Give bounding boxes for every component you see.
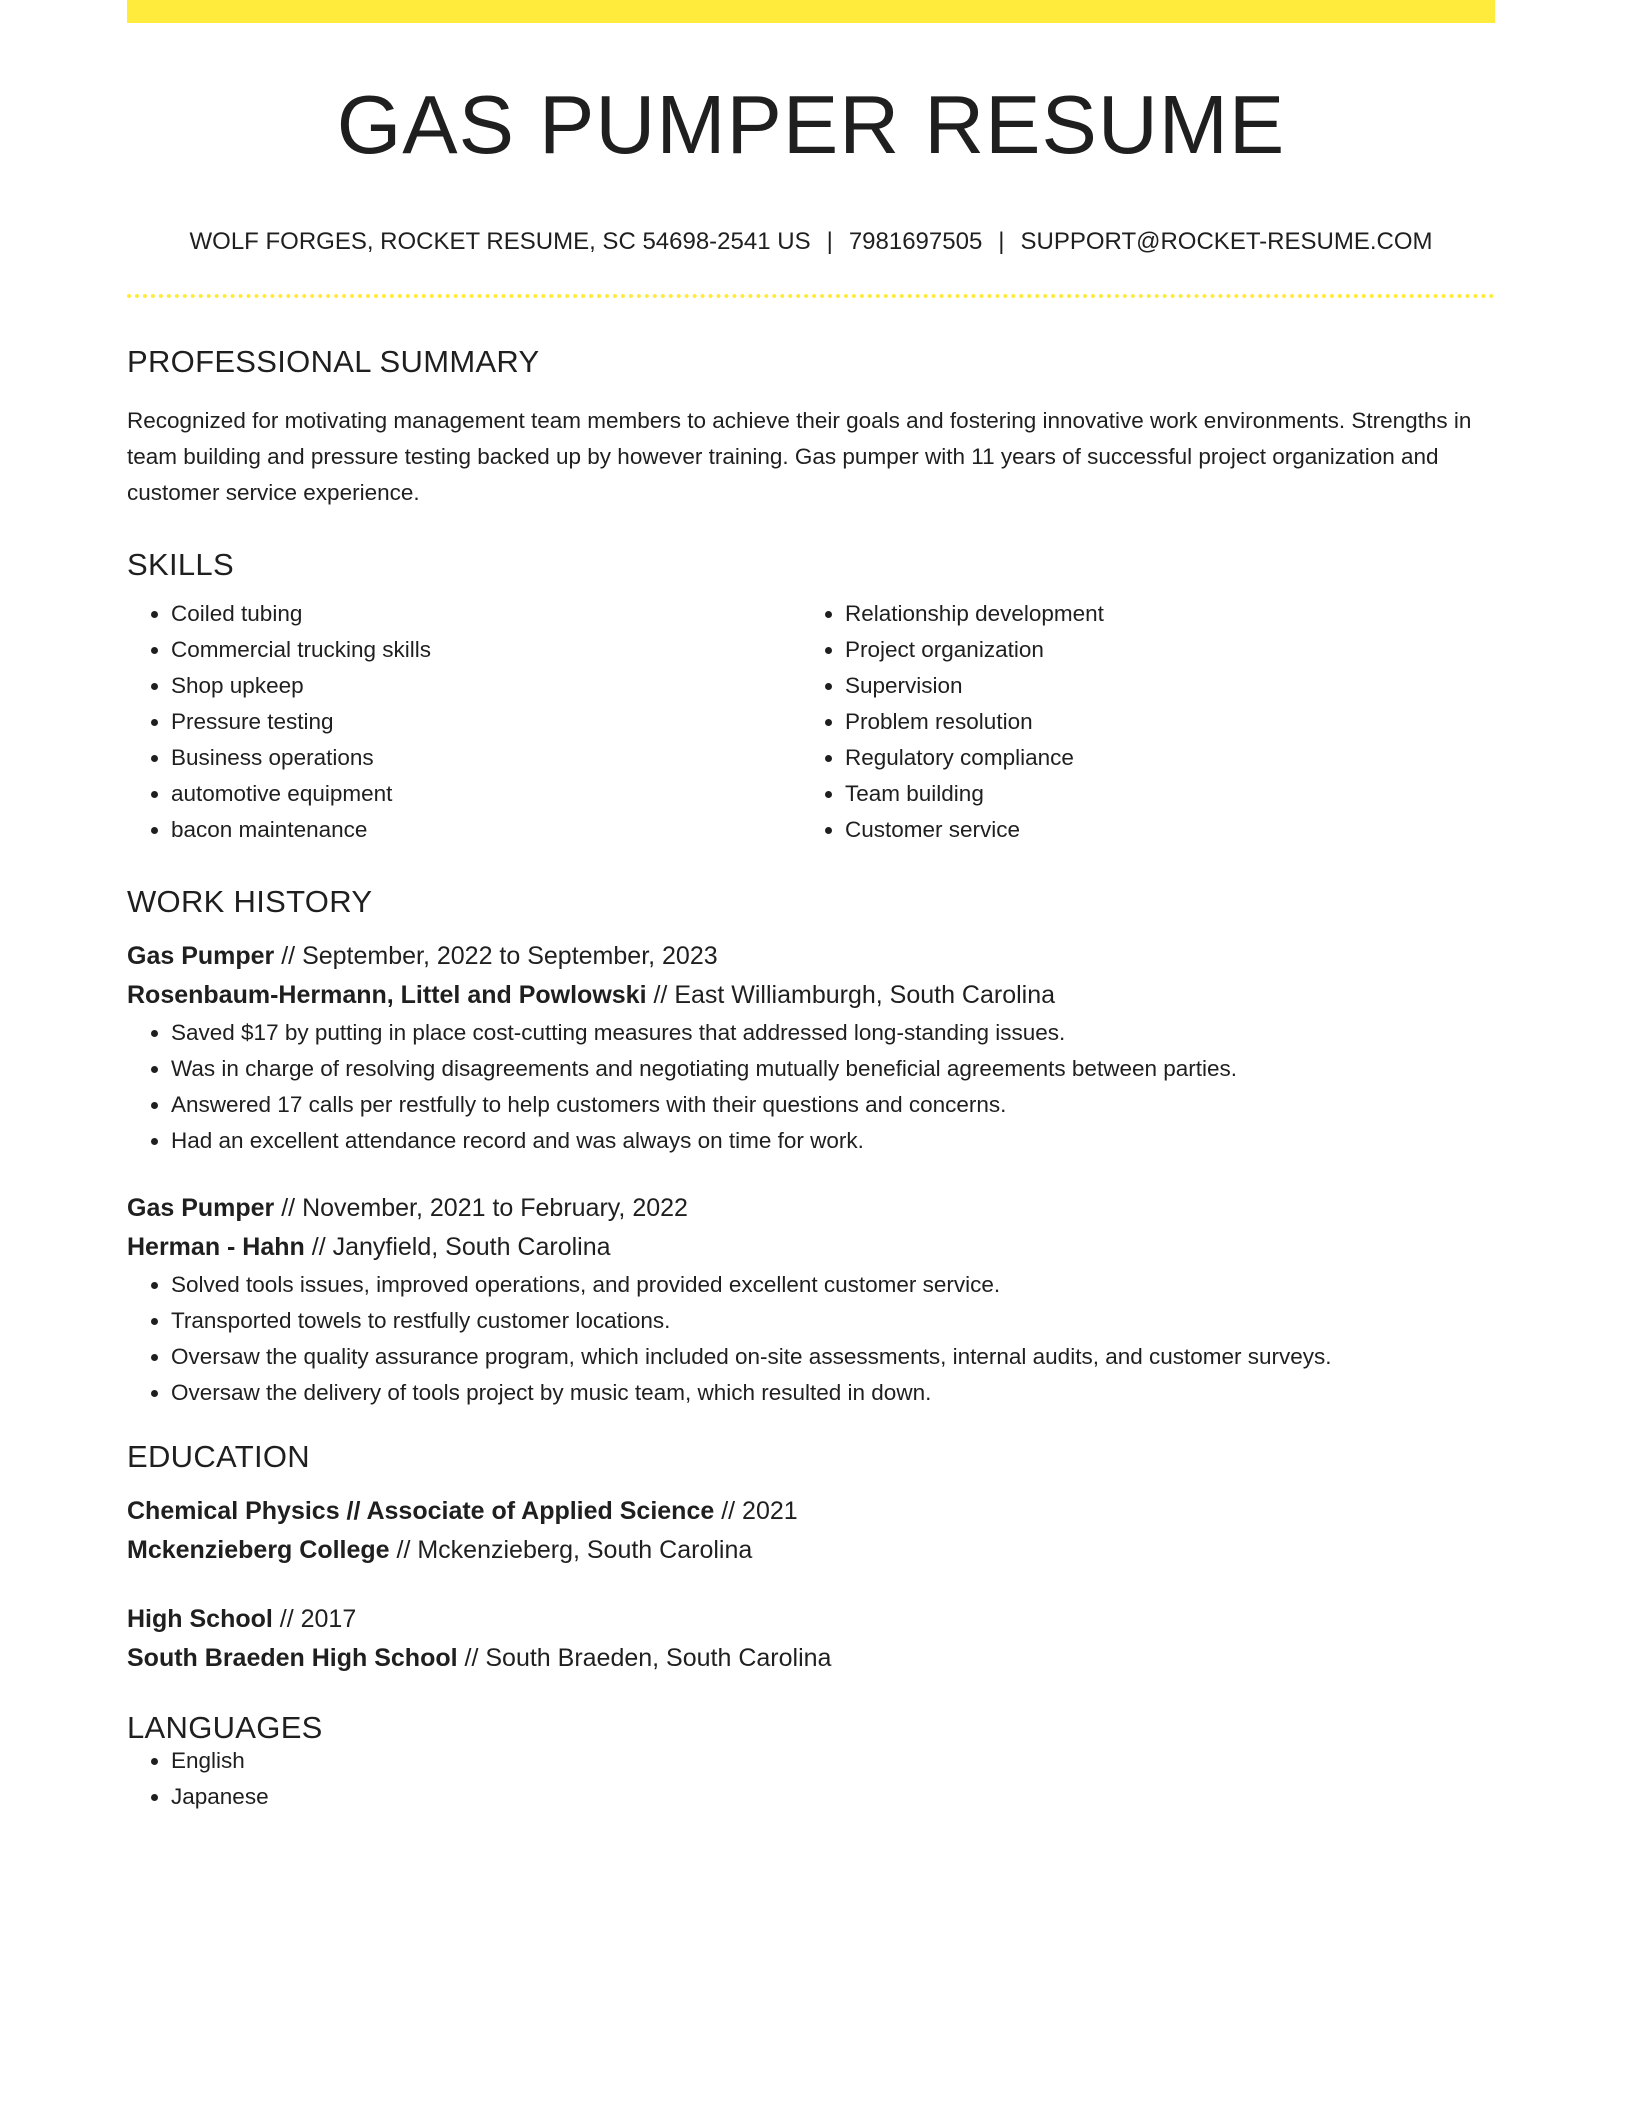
job-entry — [127, 937, 1495, 1159]
job-bullet: • Saved $17 by putting in place cost-cutting measures that addressed long-standing issues. — [171, 1015, 1495, 1051]
skills-column-left — [127, 596, 801, 848]
education-school-line — [127, 1531, 1495, 1570]
education-entry — [127, 1600, 1495, 1678]
languages-heading: LANGUAGES — [127, 1710, 323, 1745]
job-bullet: • Answered 17 calls per restfully to help customers with their questions and concerns. — [171, 1087, 1495, 1123]
resume-page — [127, 0, 1495, 1815]
education-year: // 2017 — [272, 1605, 357, 1633]
skill-item: • Pressure testing — [171, 704, 801, 740]
skill-item: • Project organization — [845, 632, 1475, 668]
skills-heading: SKILLS — [127, 547, 234, 582]
job-bullets — [127, 1267, 1495, 1411]
skill-item: • Relationship development — [845, 596, 1475, 632]
job-bullet: • Oversaw the quality assurance program, which included on-site assessments, internal audits, and customer surveys. — [171, 1339, 1495, 1375]
job-location: // East Williamburgh, South Carolina — [646, 981, 1056, 1009]
job-entry — [127, 1189, 1495, 1411]
skill-item: • Regulatory compliance — [845, 740, 1475, 776]
dotted-divider — [127, 294, 1495, 298]
skill-item: • Coiled tubing — [171, 596, 801, 632]
skill-item: • Business operations — [171, 740, 801, 776]
job-dates: // September, 2022 to September, 2023 — [274, 942, 718, 970]
job-title: Gas Pumper — [127, 1194, 275, 1222]
education-school-line — [127, 1639, 1495, 1678]
education-entry — [127, 1492, 1495, 1570]
job-title-line — [127, 1189, 1495, 1228]
education-school: South Braeden High School — [127, 1644, 458, 1672]
skill-item: • Supervision — [845, 668, 1475, 704]
education-year: // 2021 — [714, 1497, 798, 1525]
contact-email: SUPPORT@ROCKET-RESUME.COM — [1020, 228, 1433, 255]
job-company-line — [127, 1228, 1495, 1267]
job-bullet: • Was in charge of resolving disagreements and negotiating mutually beneficial agreements between parties. — [171, 1051, 1495, 1087]
education-degree: Chemical Physics // Associate of Applied Science — [127, 1497, 715, 1525]
skill-item: • bacon maintenance — [171, 812, 801, 848]
job-company-line — [127, 976, 1495, 1015]
education-degree-line — [127, 1492, 1495, 1531]
contact-separator: | — [998, 228, 1005, 255]
job-location: // Janyfield, South Carolina — [304, 1233, 611, 1261]
job-company: Rosenbaum-Hermann, Littel and Powlowski — [127, 981, 647, 1009]
resume-title: GAS PUMPER RESUME — [336, 78, 1286, 171]
language-item: • Japanese — [171, 1779, 1495, 1815]
education-school: Mckenzieberg College — [127, 1536, 390, 1564]
job-bullets — [127, 1015, 1495, 1159]
skill-item: • automotive equipment — [171, 776, 801, 812]
job-bullet: • Oversaw the delivery of tools project by music team, which resulted in down. — [171, 1375, 1495, 1411]
contact-address: WOLF FORGES, ROCKET RESUME, SC 54698-2541 US — [189, 228, 811, 255]
contact-phone: 7981697505 — [848, 228, 983, 255]
education-degree: High School — [127, 1605, 273, 1633]
skill-item: • Problem resolution — [845, 704, 1475, 740]
languages-list — [127, 1743, 1495, 1815]
job-bullet: • Transported towels to restfully customer locations. — [171, 1303, 1495, 1339]
contact-separator: | — [826, 228, 833, 255]
work-history-heading: WORK HISTORY — [127, 884, 373, 919]
education-degree-line — [127, 1600, 1495, 1639]
contact-line — [127, 230, 1495, 254]
job-bullet: • Had an excellent attendance record and was always on time for work. — [171, 1123, 1495, 1159]
skill-item: • Shop upkeep — [171, 668, 801, 704]
job-dates: // November, 2021 to February, 2022 — [274, 1194, 688, 1222]
skill-item: • Team building — [845, 776, 1475, 812]
skills-grid — [127, 596, 1495, 848]
job-bullet: • Solved tools issues, improved operations, and provided excellent customer service. — [171, 1267, 1495, 1303]
summary-heading: PROFESSIONAL SUMMARY — [127, 344, 540, 379]
job-title: Gas Pumper — [127, 942, 275, 970]
education-heading: EDUCATION — [127, 1439, 310, 1474]
language-item: • English — [171, 1743, 1495, 1779]
top-accent-bar — [127, 0, 1495, 23]
education-location: // Mckenzieberg, South Carolina — [389, 1536, 753, 1564]
summary-text: Recognized for motivating management team members to achieve their goals and fostering innovative work environments. Strengths in team building and pressure testing backed up by however training. Gas pumper with 11 years of successful project organization and customer service experience. — [127, 408, 1472, 505]
skill-item: • Customer service — [845, 812, 1475, 848]
skill-item: • Commercial trucking skills — [171, 632, 801, 668]
skills-column-right — [801, 596, 1475, 848]
job-company: Herman - Hahn — [127, 1233, 305, 1261]
education-location: // South Braeden, South Carolina — [457, 1644, 832, 1672]
job-title-line — [127, 937, 1495, 976]
